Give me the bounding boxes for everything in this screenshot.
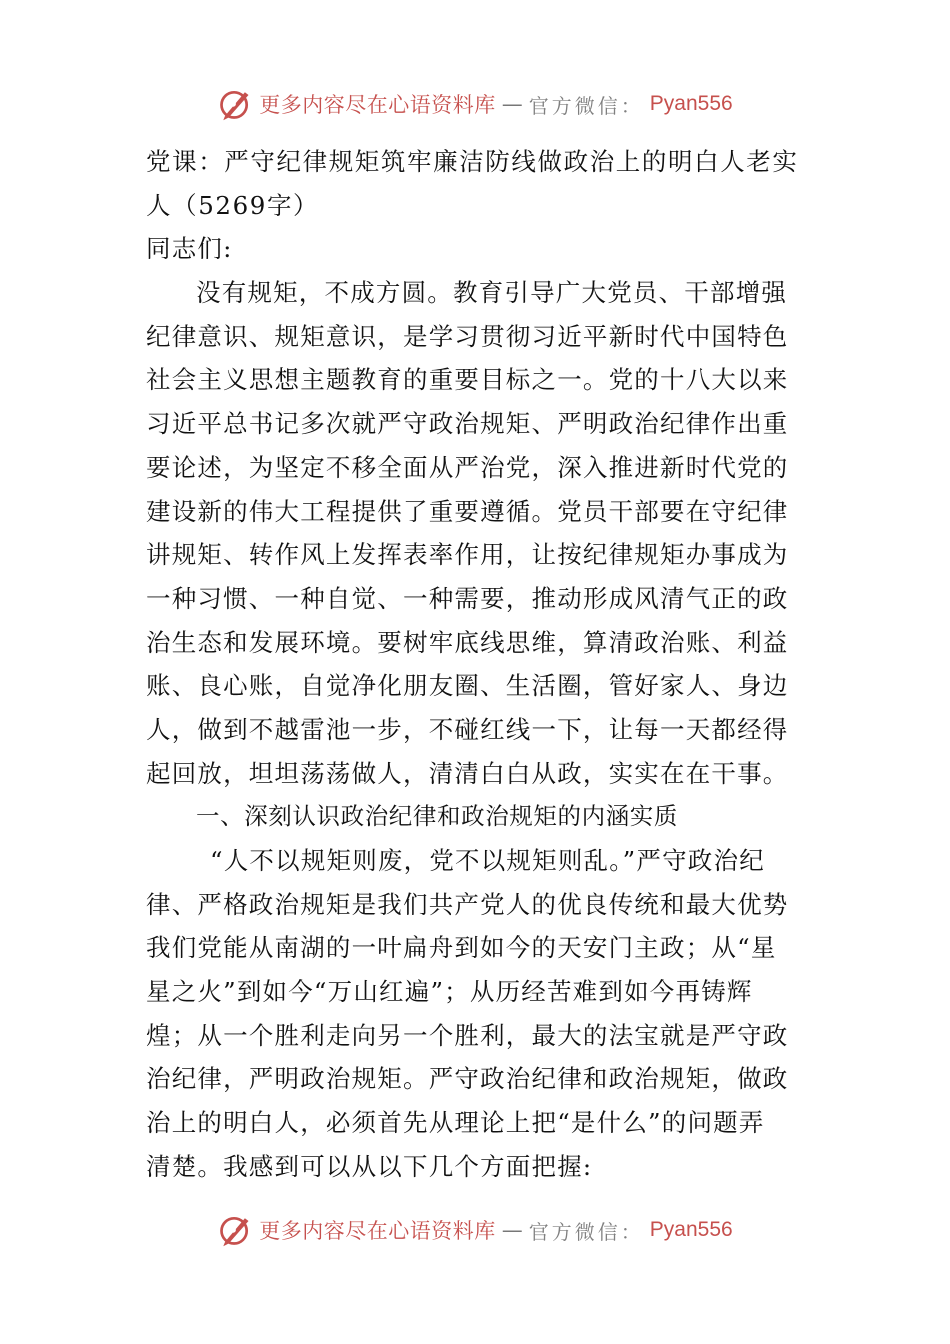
watermark-site-text: 更多内容尽在心语资料库 — [259, 93, 496, 117]
paragraph-line: 没有规矩，不成方圆。教育引导广大党员、干部增强 — [196, 278, 788, 308]
paragraph-line: “人不以规矩则废，党不以规矩则乱。”严守政治纪 — [210, 846, 765, 875]
paragraph-line: 要论述，为坚定不移全面从严治党，深入推进新时代党的 — [146, 452, 789, 482]
paragraph-line: 纪律意识、规矩意识，是学习贯彻习近平新时代中国特色 — [146, 321, 789, 351]
paragraph-line: 讲规矩、转作风上发挥表率作用，让按纪律规矩办事成为 — [146, 540, 789, 570]
paragraph-line: 星之火”到如今“万山红遍”；从历经苦难到如今再铸辉 — [146, 977, 753, 1007]
paragraph-line: 治纪律，严明政治规矩。严守政治纪律和政治规矩，做政 — [146, 1064, 789, 1094]
paragraph-line: 煌；从一个胜利走向另一个胜利，最大的法宝就是严守政 — [146, 1020, 789, 1050]
paragraph-line: 账、良心账，自觉净化朋友圈、生活圈，管好家人、身边 — [146, 671, 789, 701]
watermark-contact-id: Pyan556 — [649, 92, 733, 115]
watermark-contact-label: 官方微信： — [528, 1219, 644, 1244]
paragraph-line: 人，做到不越雷池一步，不碰红线一下，让每一天都经得 — [146, 714, 789, 744]
document-title-line: 人（5269字） — [146, 190, 320, 220]
watermark-contact-id: Pyan556 — [649, 1218, 733, 1241]
paragraph-line: 治上的明白人，必须首先从理论上把“是什么”的问题弄 — [146, 1108, 765, 1138]
paragraph-line: 我们党能从南湖的一叶扁舟到如今的天安门主政；从“星 — [146, 933, 777, 963]
paragraph-line: 社会主义思想主题教育的重要目标之一。党的十八大以来 — [146, 365, 789, 395]
watermark-site-text: 更多内容尽在心语资料库 — [259, 1219, 496, 1243]
pen-logo-icon — [217, 86, 253, 122]
footer-watermark — [0, 1208, 950, 1252]
paragraph-line: 清楚。我感到可以从以下几个方面把握: — [146, 1151, 593, 1181]
salutation: 同志们: — [146, 234, 233, 264]
header-watermark — [0, 82, 950, 126]
watermark-separator: — — [501, 92, 523, 116]
watermark-contact-label: 官方微信： — [528, 93, 644, 118]
document-body — [146, 140, 810, 1189]
watermark-separator: — — [501, 1218, 523, 1242]
paragraph-line: 建设新的伟大工程提供了重要遵循。党员干部要在守纪律 — [146, 496, 789, 526]
pen-logo-icon — [217, 1212, 253, 1248]
paragraph-line: 律、严格政治规矩是我们共产党人的优良传统和最大优势 — [146, 889, 789, 919]
paragraph-line: 起回放，坦坦荡荡做人，清清白白从政，实实在在干事。 — [146, 758, 789, 788]
document-title-line: 党课：严守纪律规矩筑牢廉洁防线做政治上的明白人老实 — [146, 147, 799, 176]
paragraph-line: 习近平总书记多次就严守政治规矩、严明政治纪律作出重 — [146, 409, 789, 439]
section-heading: 一、深刻认识政治纪律和政治规矩的内涵实质 — [196, 802, 678, 831]
paragraph-line: 一种习惯、一种自觉、一种需要，推动形成风清气正的政 — [146, 583, 789, 613]
paragraph-line: 治生态和发展环境。要树牢底线思维，算清政治账、利益 — [146, 627, 789, 657]
